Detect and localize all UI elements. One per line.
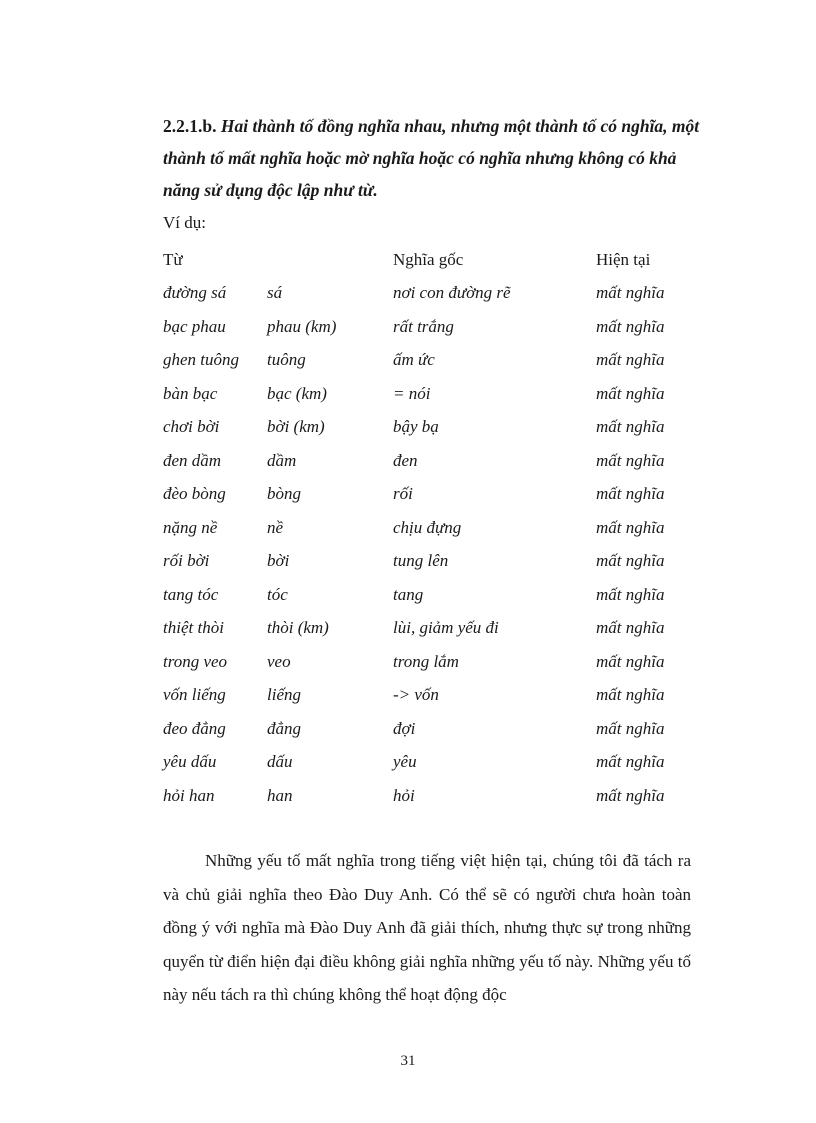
- element-cell: bòng: [267, 484, 301, 504]
- section-heading: [163, 110, 703, 206]
- element-cell: veo: [267, 651, 291, 671]
- body-paragraph: [163, 844, 691, 1012]
- current-status-cell: mất nghĩa: [596, 283, 665, 303]
- word-cell: trong veo: [163, 651, 228, 671]
- element-cell: bời: [267, 551, 290, 571]
- column-header: Từ: [163, 249, 183, 269]
- current-status-cell: mất nghĩa: [596, 517, 665, 537]
- word-cell: hỏi han: [163, 785, 215, 805]
- word-cell: yêu dấu: [163, 752, 217, 772]
- current-status-cell: mất nghĩa: [596, 316, 665, 336]
- table-row: [163, 712, 706, 746]
- example-label: Ví dụ:: [163, 213, 206, 232]
- element-cell: tuông: [267, 350, 306, 370]
- table-row: [163, 545, 706, 579]
- table-row: [163, 645, 706, 679]
- table-row: [163, 511, 706, 545]
- word-cell: thiệt thòi: [163, 618, 224, 638]
- original-meaning-cell: bậy bạ: [393, 417, 439, 437]
- table-row: [163, 444, 706, 478]
- word-cell: bàn bạc: [163, 383, 218, 403]
- table-row: [163, 746, 706, 780]
- current-status-cell: mất nghĩa: [596, 450, 665, 470]
- table-row: [163, 478, 706, 512]
- current-status-cell: mất nghĩa: [596, 417, 665, 437]
- element-cell: han: [267, 785, 293, 805]
- original-meaning-cell: -> vốn: [393, 685, 439, 705]
- word-cell: chơi bời: [163, 417, 220, 437]
- current-status-cell: mất nghĩa: [596, 785, 665, 805]
- original-meaning-cell: ấm ức: [393, 350, 435, 370]
- original-meaning-cell: hỏi: [393, 785, 415, 805]
- element-cell: liếng: [267, 685, 301, 705]
- original-meaning-cell: tang: [393, 584, 424, 604]
- element-cell: dầm: [267, 450, 297, 470]
- table-row: [163, 679, 706, 713]
- current-status-cell: mất nghĩa: [596, 484, 665, 504]
- element-cell: bời (km): [267, 417, 325, 437]
- original-meaning-cell: đen: [393, 450, 418, 470]
- section-title: Hai thành tố đồng nghĩa nhau, nhưng một thành tố có nghĩa, một thành tố mất nghĩa hoặc mờ nghĩa hoặc có nghĩa nhưng không có khả năng sử dụng độc lập như từ.: [163, 116, 700, 200]
- word-cell: ghen tuông: [163, 350, 240, 370]
- table-row: [163, 578, 706, 612]
- element-cell: nề: [267, 517, 284, 537]
- word-cell: rối bời: [163, 551, 210, 571]
- word-cell: tang tóc: [163, 584, 219, 604]
- current-status-cell: mất nghĩa: [596, 685, 665, 705]
- table-row: [163, 779, 706, 813]
- current-status-cell: mất nghĩa: [596, 551, 665, 571]
- table-row: [163, 344, 706, 378]
- word-cell: đen dầm: [163, 450, 222, 470]
- word-cell: vốn liếng: [163, 685, 226, 705]
- element-cell: phau (km): [267, 316, 337, 336]
- word-table: [163, 243, 706, 813]
- current-status-cell: mất nghĩa: [596, 752, 665, 772]
- current-status-cell: mất nghĩa: [596, 350, 665, 370]
- original-meaning-cell: rất trắng: [393, 316, 454, 336]
- column-header: [267, 243, 393, 277]
- table-header-row: [163, 243, 706, 277]
- original-meaning-cell: nơi con đường rẽ: [393, 283, 511, 303]
- table-body: [163, 277, 706, 813]
- original-meaning-cell: chịu đựng: [393, 517, 462, 537]
- table-row: [163, 377, 706, 411]
- word-cell: bạc phau: [163, 316, 226, 336]
- original-meaning-cell: = nói: [393, 383, 431, 403]
- table-row: [163, 612, 706, 646]
- original-meaning-cell: trong lắm: [393, 651, 459, 671]
- element-cell: dấu: [267, 752, 293, 772]
- table-row: [163, 411, 706, 445]
- paragraph-text: Những yếu tố mất nghĩa trong tiếng việt hiện tại, chúng tôi đã tách ra và chủ giải nghĩa theo Đào Duy Anh. Có thể sẽ có người chưa hoàn toàn đồng ý với nghĩa mà Đào Duy Anh đã giải thích, nhưng thực sự trong những quyển từ điển hiện đại điều không giải nghĩa những yếu tố này. Những yếu tố này nếu tách ra thì chúng không thể hoạt động độc: [163, 851, 691, 1005]
- original-meaning-cell: yêu: [393, 752, 417, 772]
- column-header: Nghĩa gốc: [393, 249, 464, 269]
- word-cell: đường sá: [163, 283, 227, 303]
- element-cell: đẳng: [267, 718, 301, 738]
- section-number: 2.2.1.b.: [163, 116, 217, 136]
- original-meaning-cell: lùi, giảm yếu đi: [393, 618, 499, 638]
- original-meaning-cell: rối: [393, 484, 413, 504]
- column-header: Hiện tại: [596, 249, 651, 269]
- element-cell: tóc: [267, 584, 288, 604]
- element-cell: thòi (km): [267, 618, 329, 638]
- word-cell: nặng nề: [163, 517, 218, 537]
- element-cell: sá: [267, 283, 283, 303]
- current-status-cell: mất nghĩa: [596, 584, 665, 604]
- current-status-cell: mất nghĩa: [596, 383, 665, 403]
- current-status-cell: mất nghĩa: [596, 718, 665, 738]
- word-cell: đeo đẳng: [163, 718, 226, 738]
- current-status-cell: mất nghĩa: [596, 651, 665, 671]
- table-row: [163, 310, 706, 344]
- table-row: [163, 277, 706, 311]
- word-cell: đèo bòng: [163, 484, 226, 504]
- element-cell: bạc (km): [267, 383, 327, 403]
- page-number: 31: [400, 1053, 416, 1069]
- original-meaning-cell: đợi: [393, 718, 416, 738]
- original-meaning-cell: tung lên: [393, 551, 449, 571]
- current-status-cell: mất nghĩa: [596, 618, 665, 638]
